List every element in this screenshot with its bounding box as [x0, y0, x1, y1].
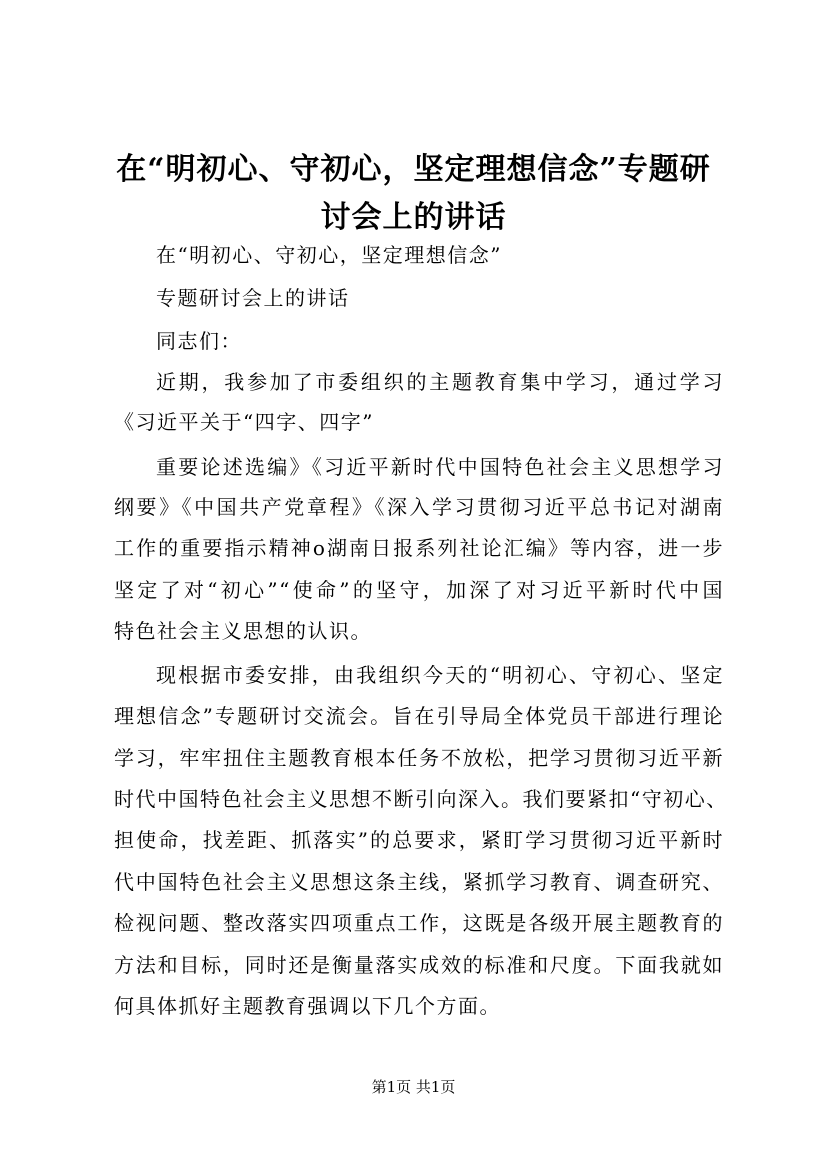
title-line: 在“明初心、守初心，坚定理想信念”专题研: [116, 152, 711, 187]
paragraph-line: 时代中国特色社会主义思想不断引向深入。我们要紧扣“守初心、: [114, 787, 728, 811]
paragraph-line: 担使命，找差距、抓落实”的总要求，紧盯学习贯彻习近平新时: [114, 828, 724, 852]
paragraph-line: 理想信念”专题研讨交流会。旨在引导局全体党员干部进行理论: [114, 704, 724, 728]
title-line: 讨会上的讲话: [320, 200, 507, 235]
subtitle-line: 专题研讨会上的讲话: [156, 286, 350, 310]
paragraph-line: 方法和目标，同时还是衡量落实成效的标准和尺度。下面我就如: [114, 953, 724, 977]
page-number-footer: 第1页 共1页: [371, 1078, 456, 1096]
paragraph-line: 纲要》《中国共产党章程》《深入学习贯彻习近平总书记对湖南: [114, 495, 724, 519]
paragraph-line: 重要论述选编》《习近平新时代中国特色社会主义思想学习: [156, 455, 724, 479]
paragraph-line: 学习，牢牢扭住主题教育根本任务不放松，把学习贯彻习近平新: [114, 746, 724, 770]
paragraph-line: 何具体抓好主题教育强调以下几个方面。: [114, 994, 501, 1018]
paragraph-line: 工作的重要指示精神o湖南日报系列社论汇编》等内容，进一步: [114, 536, 724, 560]
paragraph-line: 现根据市委安排，由我组织今天的“明初心、守初心、坚定: [156, 663, 724, 687]
document-title: [90, 146, 737, 242]
salutation: 同志们：: [156, 329, 242, 353]
paragraph-line: 代中国特色社会主义思想这条主线，紧抓学习教育、调查研究、: [114, 870, 724, 894]
subtitle-line: 在“明初心、守初心，坚定理想信念”: [156, 243, 502, 267]
paragraph-line: 近期，我参加了市委组织的主题教育集中学习，通过学习: [156, 370, 724, 394]
paragraph-line: 坚定了对“初心”“使命”的坚守，加深了对习近平新时代中国: [114, 578, 724, 602]
paragraph-line: 检视问题、整改落实四项重点工作，这既是各级开展主题教育的: [114, 911, 724, 935]
paragraph-line: 特色社会主义思想的认识。: [114, 619, 372, 643]
paragraph-line: 《习近平关于“四字、四字”: [114, 410, 374, 434]
